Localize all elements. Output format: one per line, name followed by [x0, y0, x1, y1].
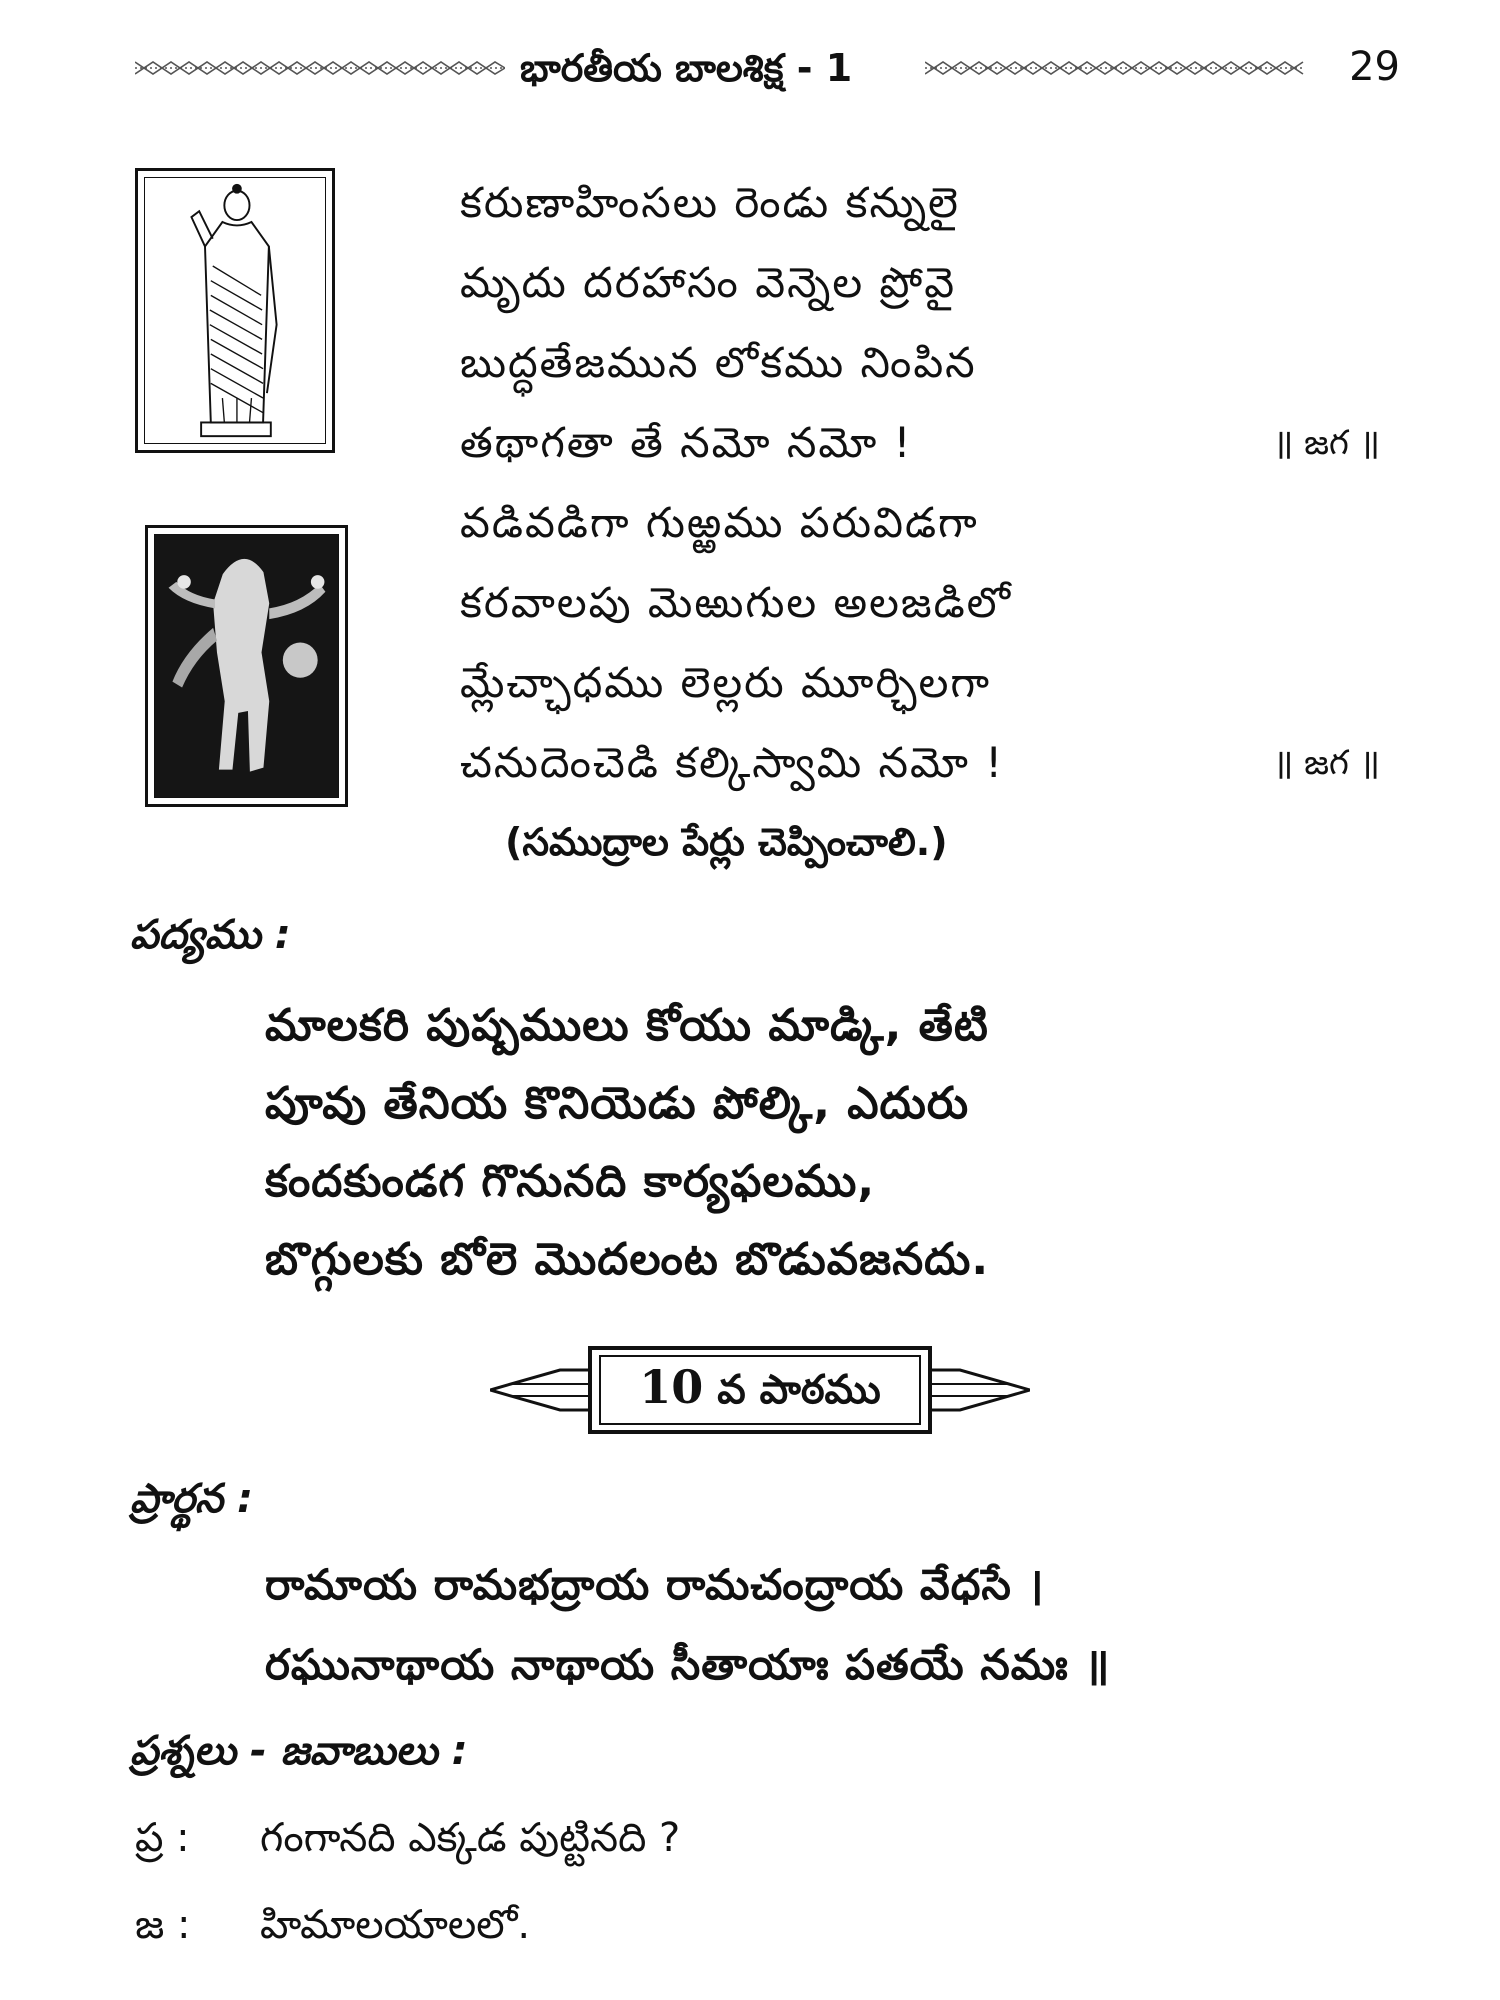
- qa-answer: [135, 1902, 530, 1958]
- qa-heading: ప్రశ్నలు - జవాబులు :: [130, 1728, 468, 1774]
- header-ornament-left: [135, 60, 505, 76]
- lesson-label: వ పాఠము: [717, 1367, 881, 1413]
- lesson-title: [600, 1360, 920, 1423]
- verse-2-line-1: వడివడిగా గుఱ్ఱము పరువిడగా: [460, 498, 979, 547]
- question-marker: ప్ర :: [135, 1815, 190, 1861]
- answer-marker: జ :: [135, 1902, 191, 1948]
- padyam-line-1: మాలకరి పుష్పములు కోయు మాడ్కి, తేటి: [265, 1000, 989, 1051]
- running-header-title: భారతీయ బాలశిక్ష - 1: [520, 46, 853, 90]
- teacher-note: (సముద్రాల పేర్లు చెప్పించాలి.): [505, 820, 948, 864]
- padyam-heading: పద్యము :: [130, 912, 291, 958]
- verse-1-line-4: తథాగతా తే నమో నమో !: [460, 418, 913, 467]
- qa-question: [135, 1815, 680, 1871]
- prayer-line-2: రఘునాథాయ నాథాయ సీతాయాః పతయే నమః ॥: [265, 1640, 1111, 1689]
- padyam-line-3: కందకుండగ గొనునది కార్యఫలము,: [265, 1156, 876, 1207]
- verse-1-line-3: బుద్ధతేజమున లోకము నింపిన: [460, 338, 977, 387]
- page-number: 29: [1349, 44, 1400, 90]
- padyam-line-4: బొగ్గులకు బోలె మొదలంట బొడువజనదు.: [265, 1234, 990, 1285]
- kalki-statue-image: [145, 525, 348, 807]
- question-text: గంగానది ఎక్కడ పుట్టినది ?: [260, 1815, 681, 1861]
- verse-1-line-2: మృదు దరహాసం వెన్నెల ప్రోవై: [460, 258, 957, 307]
- refrain-marker-1: ॥ జగ ॥: [1272, 423, 1380, 463]
- verse-1-line-1: కరుణాహింసలు రెండు కన్నులై: [460, 178, 960, 227]
- padyam-line-2: పూవు తేనియ కొనియెడు పోల్కి, ఎదురు: [265, 1078, 970, 1129]
- prayer-line-1: రామాయ రామభద్రాయ రామచంద్రాయ వేధసే ।: [265, 1560, 1045, 1609]
- refrain-marker-2: ॥ జగ ॥: [1272, 743, 1380, 783]
- verse-2-line-2: కరవాలపు మెఱుగుల అలజడిలో: [460, 578, 1012, 627]
- prayer-heading: ప్రార్థన :: [130, 1476, 253, 1522]
- header-ornament-right: [925, 60, 1305, 76]
- verse-2-line-4: చనుదెంచెడి కల్కిస్వామి నమో !: [460, 738, 1005, 787]
- verse-2-line-3: మ్లేచ్ఛాధము లెల్లరు మూర్ఛిలగా: [460, 658, 992, 707]
- lesson-banner: [490, 1340, 1030, 1440]
- buddha-statue-image: [135, 168, 335, 453]
- answer-text: హిమాలయాలలో.: [260, 1902, 531, 1948]
- lesson-number: 10: [639, 1360, 704, 1414]
